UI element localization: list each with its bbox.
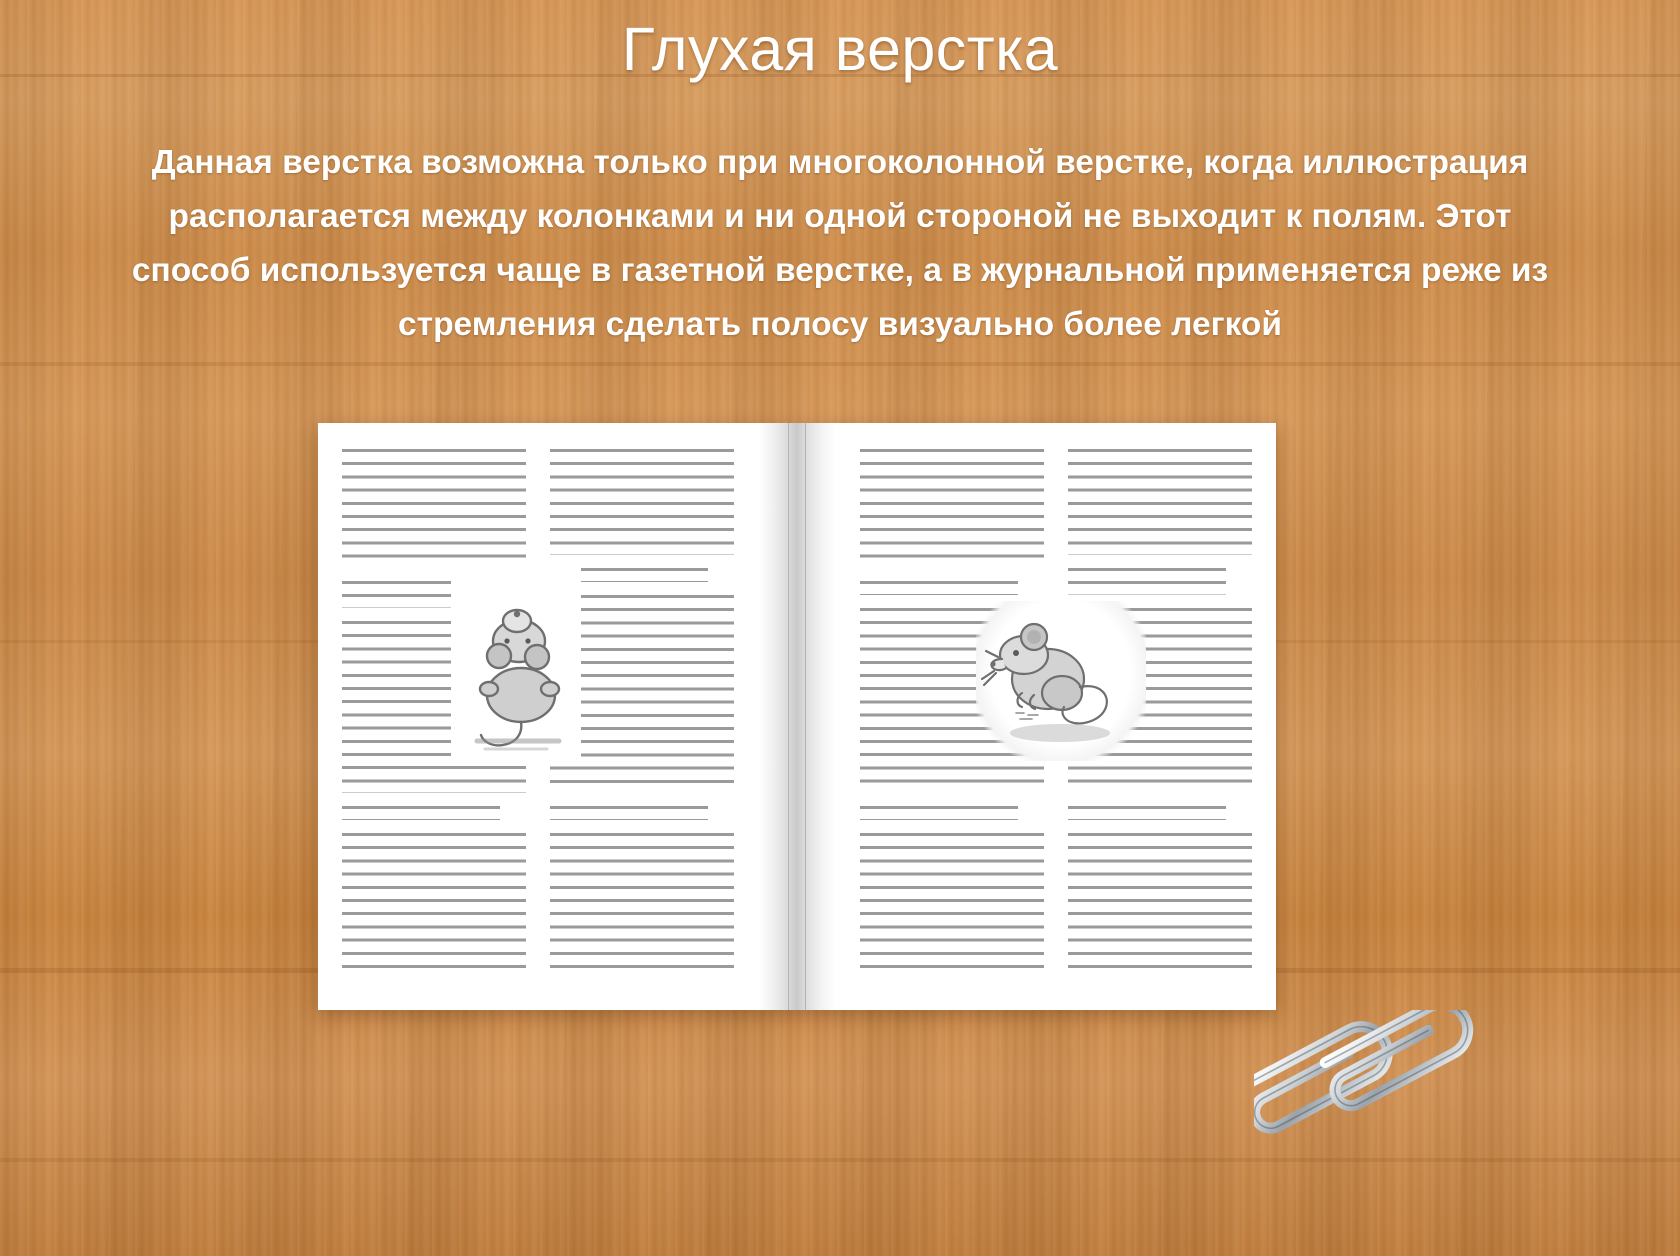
left-page-figure — [451, 567, 581, 757]
paperclips-decoration — [1254, 1010, 1584, 1230]
right-page — [836, 423, 1276, 1010]
left-page — [318, 423, 758, 1010]
open-book-spread — [318, 423, 1276, 1010]
slide-body-text: Данная верстка возможна только при многоколонной верстке, когда иллюстрация располагается между колонками и ни одной стороной не выходит к полям. Этот способ используется чаще в газетной верстке, а в журнальной применяется реже из стремления сделать полосу визуально более легкой — [131, 144, 1549, 343]
slide-title: Глухая верстка — [621, 15, 1059, 83]
paperclip-icon — [1254, 1010, 1584, 1230]
book-spine — [758, 423, 836, 1010]
wood-grain-band — [0, 362, 1680, 366]
mouse-sitting-icon — [976, 601, 1146, 761]
mouse-upside-down-icon — [451, 567, 581, 757]
right-page-figure — [976, 601, 1146, 761]
